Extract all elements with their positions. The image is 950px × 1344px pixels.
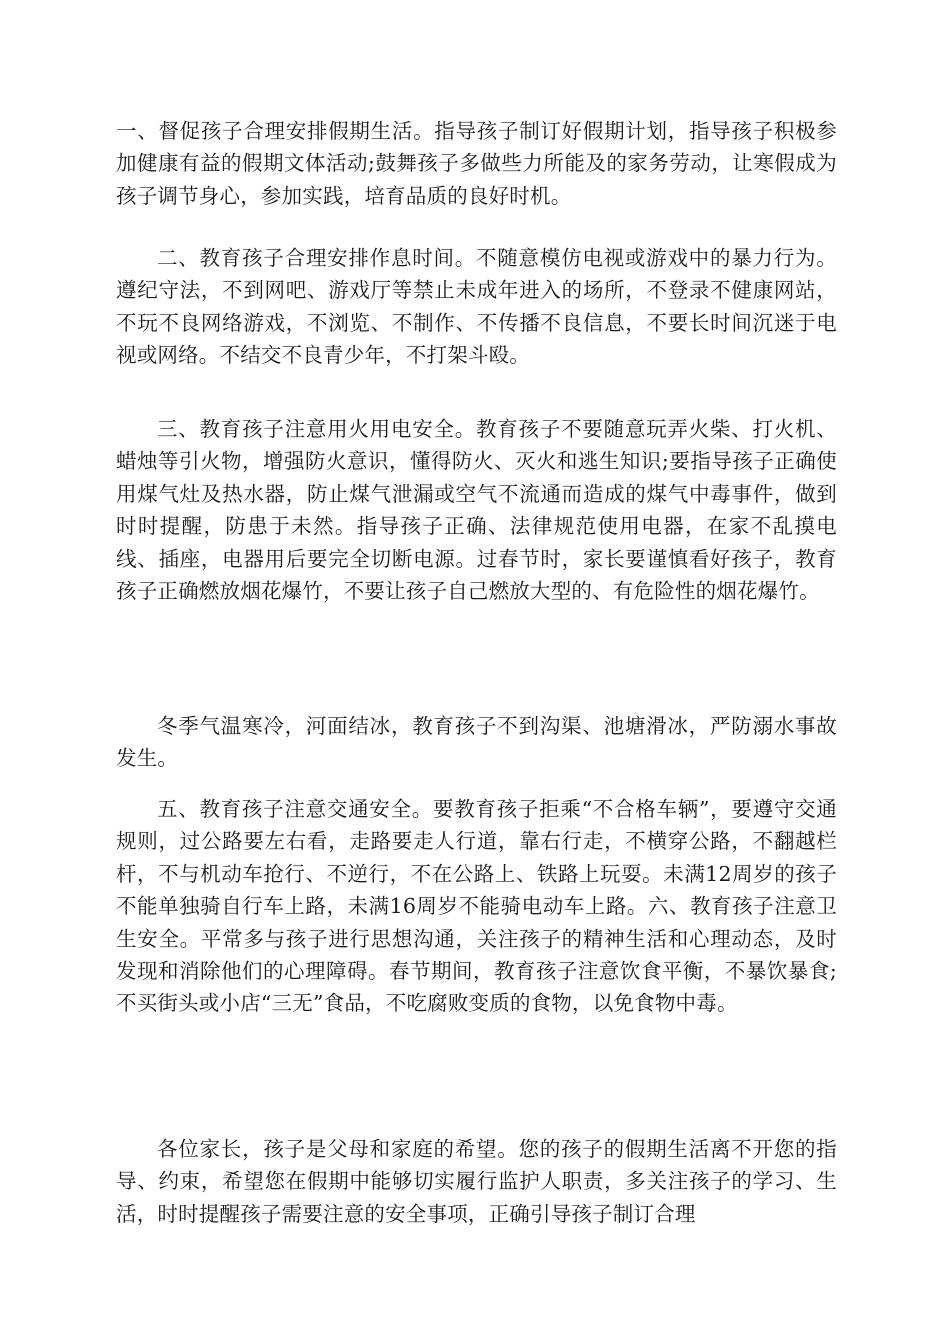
paragraph-1 [116,115,837,212]
paragraph-6 [116,1133,837,1230]
paragraph-2 [116,242,837,372]
paragraph-1-text: 一、督促孩子合理安排假期生活。指导孩子制订好假期计划，指导孩子积极参加健康有益的假期文体活动;鼓舞孩子多做些力所能及的家务劳动，让寒假成为孩子调节身心，参加实践，培育品质的良好时机。 [116,119,837,208]
paragraph-2-text: 二、教育孩子合理安排作息时间。不随意模仿电视或游戏中的暴力行为。遵纪守法，不到网吧、游戏厅等禁止未成年进入的场所，不登录不健康网站，不玩不良网络游戏，不浏览、不制作、不传播不良信息，不要长时间沉迷于电视或网络。不结交不良青少年，不打架斗殴。 [116,246,837,368]
paragraph-4-text: 冬季气温寒冷，河面结冰，教育孩子不到沟渠、池塘滑冰，严防溺水事故发生。 [116,714,837,771]
paragraph-5-text: 五、教育孩子注意交通安全。要教育孩子拒乘“不合格车辆”，要遵守交通规则，过公路要左右看，走路要走人行道，靠右行走，不横穿公路，不翻越栏杆，不与机动车抢行、不逆行，不在公路上、铁路上玩耍。未满12周岁的孩子不能单独骑自行车上路，未满16周岁不能骑电动车上路。六、教育孩子注意卫生安全。平常多与孩子进行思想沟通，关注孩子的精神生活和心理动态，及时发现和消除他们的心理障碍。春节期间，教育孩子注意饮食平衡，不暴饮暴食;不买街头或小店“三无”食品，不吃腐败变质的食物，以免食物中毒。 [116,797,837,1016]
paragraph-6-text: 各位家长，孩子是父母和家庭的希望。您的孩子的假期生活离不开您的指导、约束，希望您在假期中能够切实履行监护人职责，多关注孩子的学习、生活，时时提醒孩子需要注意的安全事项，正确引导孩子制订合理 [116,1137,837,1226]
paragraph-5 [116,793,837,1020]
paragraph-3-text: 三、教育孩子注意用火用电安全。教育孩子不要随意玩弄火柴、打火机、蜡烛等引火物，增强防火意识，懂得防火、灭火和逃生知识;要指导孩子正确使用煤气灶及热水器，防止煤气泄漏或空气不流通而造成的煤气中毒事件，做到时时提醒，防患于未然。指导孩子正确、法律规范使用电器，在家不乱摸电线、插座，电器用后要完全切断电源。过春节时，家长要谨慎看好孩子，教育孩子正确燃放烟花爆竹，不要让孩子自己燃放大型的、有危险性的烟花爆竹。 [116,417,837,604]
paragraph-4 [116,710,837,775]
paragraph-3 [116,413,837,607]
